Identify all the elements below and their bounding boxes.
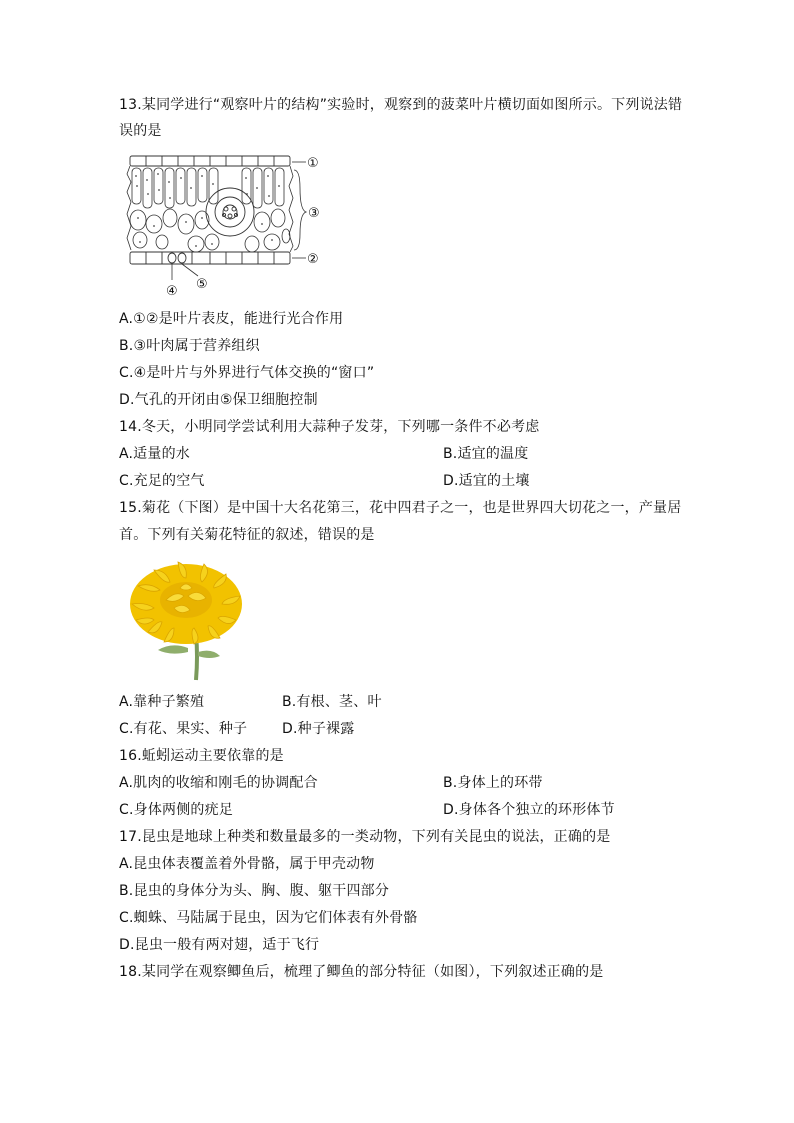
q16-option-c: C.身体两侧的疣足 xyxy=(119,802,234,818)
q14-option-a: A.适量的水 xyxy=(119,446,190,462)
q17-option-c: C.蜘蛛、马陆属于昆虫，因为它们体表有外骨骼 xyxy=(119,910,418,926)
label-2: ② xyxy=(307,252,319,267)
label-1: ① xyxy=(307,156,319,171)
q14-stem: 14.冬天，小明同学尝试利用大蒜种子发芽，下列哪一条件不必考虑 xyxy=(119,419,540,435)
q15-option-d: D.种子裸露 xyxy=(282,721,355,737)
vein xyxy=(206,188,254,236)
flower-head xyxy=(130,562,242,644)
leaf-cross-section-figure xyxy=(126,152,332,298)
q16-option-d: D.身体各个独立的环形体节 xyxy=(443,802,615,818)
label-4: ④ xyxy=(166,284,178,298)
q18-stem: 18.某同学在观察鲫鱼后，梳理了鲫鱼的部分特征（如图），下列叙述正确的是 xyxy=(119,964,604,980)
leaf-left xyxy=(158,645,188,653)
q13-stem-line2: 误的是 xyxy=(119,123,162,139)
q13-stem-line1: 13.某同学进行“观察叶片的结构”实验时，观察到的菠菜叶片横切面如图所示。下列说法错 xyxy=(119,97,683,113)
lower-epidermis xyxy=(130,252,290,264)
q17-stem: 17.昆虫是地球上种类和数量最多的一类动物，下列有关昆虫的说法，正确的是 xyxy=(119,829,611,845)
q16-option-a: A.肌肉的收缩和刚毛的协调配合 xyxy=(119,775,318,791)
q17-option-b: B.昆虫的身体分为头、胸、腹、躯干四部分 xyxy=(119,883,390,899)
chrysanthemum-image xyxy=(124,556,250,682)
q15-option-b: B.有根、茎、叶 xyxy=(282,694,382,710)
q13-option-a: A.①②是叶片表皮，能进行光合作用 xyxy=(119,311,344,327)
q15-option-c: C.有花、果实、种子 xyxy=(119,721,248,737)
upper-epidermis xyxy=(130,156,290,166)
q17-option-d: D.昆虫一般有两对翅，适于飞行 xyxy=(119,937,320,953)
label-3: ③ xyxy=(308,206,320,221)
q15-option-a: A.靠种子繁殖 xyxy=(119,694,205,710)
q13-option-d: D.气孔的开闭由⑤保卫细胞控制 xyxy=(119,392,318,408)
q13-option-b: B.③叶肉属于营养组织 xyxy=(119,338,260,354)
q17-option-a: A.昆虫体表覆盖着外骨骼，属于甲壳动物 xyxy=(119,856,375,872)
q16-option-b: B.身体上的环带 xyxy=(443,775,543,791)
q14-option-d: D.适宜的土壤 xyxy=(443,473,530,489)
q15-stem-line2: 首。下列有关菊花特征的叙述，错误的是 xyxy=(119,527,375,543)
spongy-layer xyxy=(130,209,290,252)
q15-stem-line1: 15.菊花（下图）是中国十大名花第三，花中四君子之一，也是世界四大切花之一，产量居 xyxy=(119,500,682,516)
q13-option-c: C.④是叶片与外界进行气体交换的“窗口” xyxy=(119,365,375,381)
label-5: ⑤ xyxy=(196,277,208,292)
q14-option-b: B.适宜的温度 xyxy=(443,446,529,462)
q14-option-c: C.充足的空气 xyxy=(119,473,205,489)
leaf-right xyxy=(198,651,220,658)
q16-stem: 16.蚯蚓运动主要依靠的是 xyxy=(119,748,284,764)
